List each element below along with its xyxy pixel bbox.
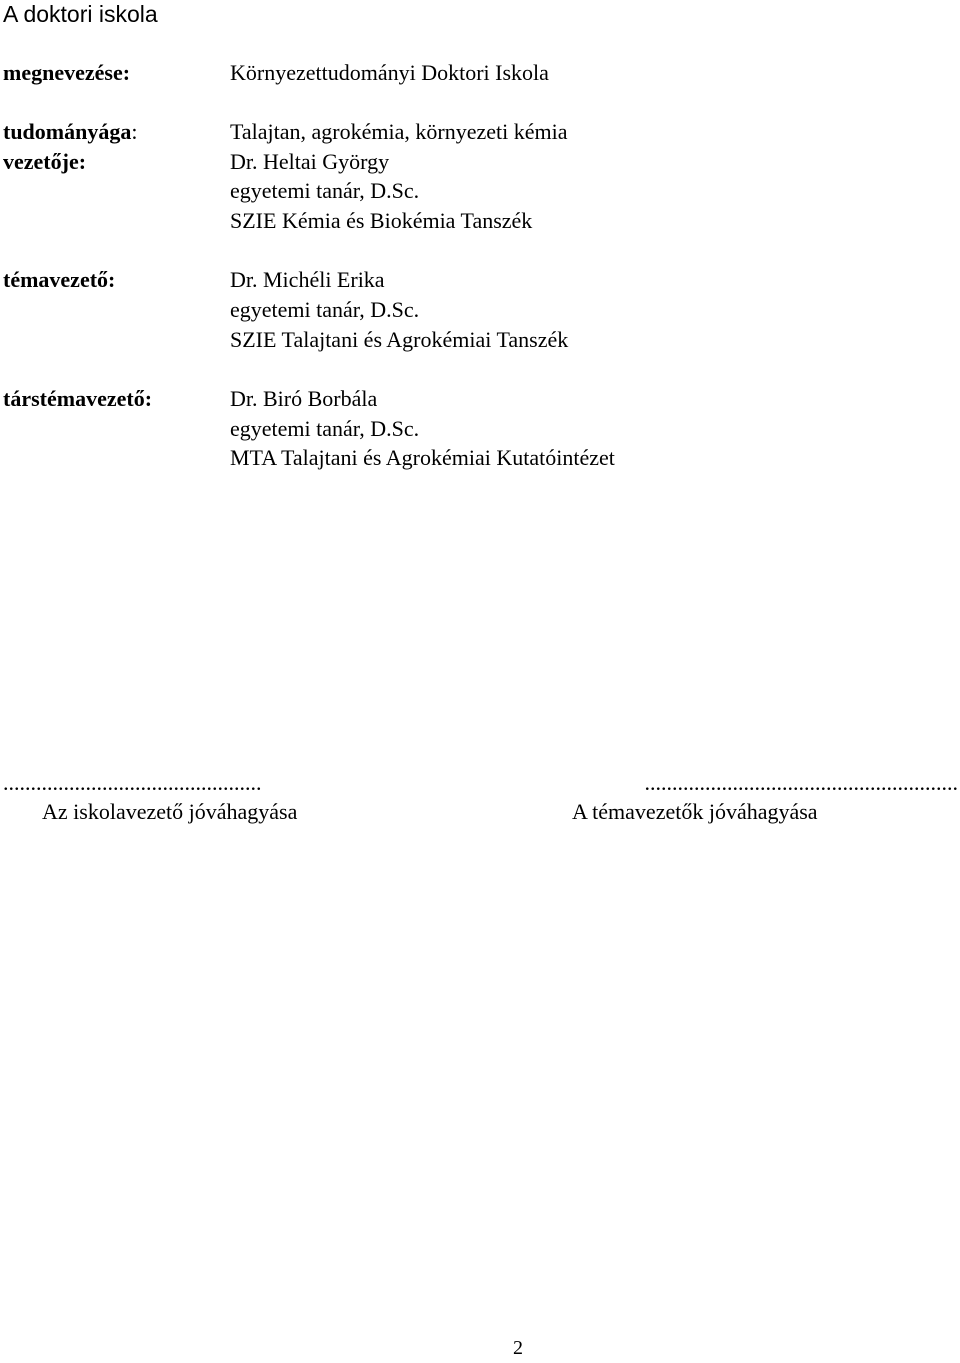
cosupervisor-title: egyetemi tanár, D.Sc.	[230, 416, 420, 441]
supervisor-department: SZIE Talajtani és Agrokémiai Tanszék	[230, 327, 569, 352]
supervisor-name: Dr. Michéli Erika	[230, 267, 385, 292]
right-signature-line: .........................................................	[644, 770, 958, 795]
discipline-label	[3, 117, 137, 146]
cosupervisor-name: Dr. Biró Borbála	[230, 386, 378, 411]
supervisor-title: egyetemi tanár, D.Sc.	[230, 297, 420, 322]
left-signature-line: ...............................................	[3, 770, 262, 795]
discipline-label-text: tudományága	[3, 119, 132, 144]
cosupervisor-label: társtémavezető:	[3, 386, 153, 411]
left-signature-label: Az iskolavezető jóváhagyása	[42, 799, 298, 824]
discipline-value: Talajtan, agrokémia, környezeti kémia	[230, 119, 568, 144]
head-name: Dr. Heltai György	[230, 149, 390, 174]
head-department: SZIE Kémia és Biokémia Tanszék	[230, 208, 533, 233]
right-signature-label: A témavezetők jóváhagyása	[572, 799, 818, 824]
name-label: megnevezése:	[3, 60, 131, 85]
section-heading: A doktori iskola	[3, 1, 158, 27]
page-number: 2	[513, 1337, 523, 1359]
discipline-label-colon: :	[131, 119, 138, 144]
supervisor-label: témavezető:	[3, 267, 116, 292]
cosupervisor-department: MTA Talajtani és Agrokémiai Kutatóintézet	[230, 445, 615, 470]
head-label: vezetője:	[3, 149, 87, 174]
name-value: Környezettudományi Doktori Iskola	[230, 60, 549, 85]
head-title: egyetemi tanár, D.Sc.	[230, 178, 420, 203]
